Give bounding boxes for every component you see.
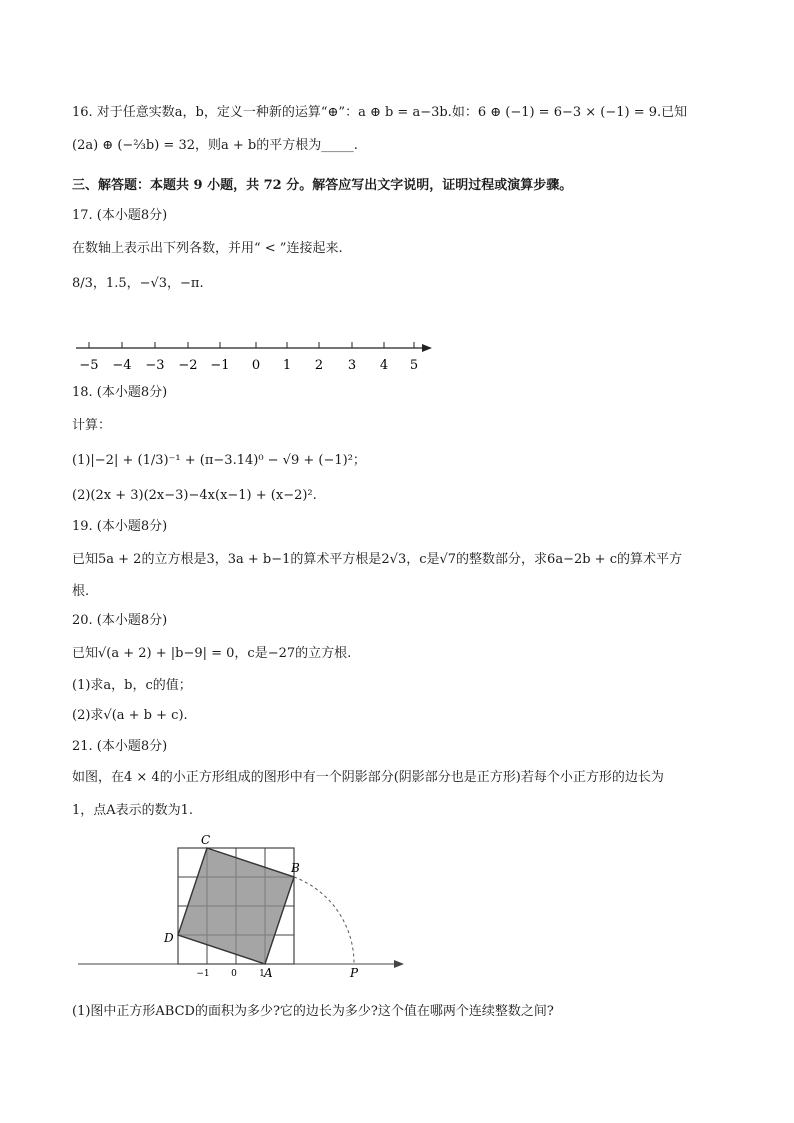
figure-tick-label: −1 bbox=[196, 969, 210, 979]
q20-part1: (1)求a，b，c的值； bbox=[72, 678, 192, 693]
q21-part1: (1)图中正方形ABCD的面积为多少?它的边长为多少?这个值在哪两个连续整数之间? bbox=[72, 1004, 554, 1019]
axis-arrow bbox=[394, 960, 404, 968]
tick-label: 5 bbox=[409, 358, 419, 373]
number-line bbox=[72, 336, 436, 376]
tick-label: 1 bbox=[282, 358, 292, 373]
q20-head: 20. (本小题8分) bbox=[72, 613, 168, 628]
q17-text: 在数轴上表示出下列各数，并用“ < ”连接起来. bbox=[72, 241, 343, 256]
label-c: C bbox=[201, 833, 211, 847]
arc-b-to-p bbox=[294, 877, 354, 964]
q19-line2: 根. bbox=[72, 584, 90, 599]
label-a: A bbox=[264, 966, 273, 980]
q21-line2: 1，点A表示的数为1. bbox=[72, 803, 194, 818]
number-line-ticks bbox=[89, 342, 414, 348]
tick-label: −5 bbox=[79, 358, 99, 373]
q19-head: 19. (本小题8分) bbox=[72, 519, 168, 534]
q16-line1: 16. 对于任意实数a，b，定义一种新的运算“⊕”：a ⊕ b = a−3b.如：6 ⊕ (−1) = 6−3 × (−1) = 9.已知 bbox=[72, 105, 688, 120]
tick-label: −1 bbox=[210, 358, 230, 373]
tick-label: −4 bbox=[112, 358, 132, 373]
q18-part2: (2)(2x + 3)(2x−3)−4x(x−1) + (x−2)². bbox=[72, 488, 317, 503]
q16-line2: (2a) ⊕ (−⅔b) = 32，则a + b的平方根为_____. bbox=[72, 138, 358, 153]
q21-line1: 如图，在4 × 4的小正方形组成的图形中有一个阴影部分(阴影部分也是正方形)若每个小正方形的边长为 bbox=[72, 770, 664, 785]
q18-head: 18. (本小题8分) bbox=[72, 385, 168, 400]
q21-head: 21. (本小题8分) bbox=[72, 739, 168, 754]
number-line-arrow bbox=[422, 344, 432, 352]
section-heading: 三、解答题：本题共 9 小题，共 72 分。解答应写出文字说明，证明过程或演算步骤。 bbox=[72, 178, 573, 193]
tick-label: 2 bbox=[314, 358, 324, 373]
q18-text: 计算： bbox=[72, 418, 112, 433]
q21-figure bbox=[72, 832, 412, 982]
label-d: D bbox=[164, 931, 174, 945]
shaded-square-abcd bbox=[178, 848, 294, 964]
q20-text: 已知√(a + 2) + |b−9| = 0，c是−27的立方根. bbox=[72, 646, 352, 661]
tick-label: 0 bbox=[251, 358, 261, 373]
tick-label: −3 bbox=[145, 358, 165, 373]
figure-tick-label: 0 bbox=[231, 969, 237, 979]
q20-part2: (2)求√(a + b + c). bbox=[72, 708, 188, 723]
q17-numbers: 8/3，1.5，−√3，−π. bbox=[72, 276, 204, 291]
label-b: B bbox=[291, 861, 300, 875]
tick-label: −2 bbox=[178, 358, 198, 373]
q18-part1: (1)|−2| + (1/3)⁻¹ + (π−3.14)⁰ − √9 + (−1)²； bbox=[72, 453, 366, 468]
tick-label: 4 bbox=[379, 358, 389, 373]
tick-label: 3 bbox=[347, 358, 357, 373]
q19-line1: 已知5a + 2的立方根是3，3a + b−1的算术平方根是2√3，c是√7的整数部分，求6a−2b + c的算术平方 bbox=[72, 552, 682, 567]
figure-tick-label: 1 bbox=[259, 969, 265, 979]
label-p: P bbox=[350, 966, 359, 980]
q17-head: 17. (本小题8分) bbox=[72, 208, 168, 223]
